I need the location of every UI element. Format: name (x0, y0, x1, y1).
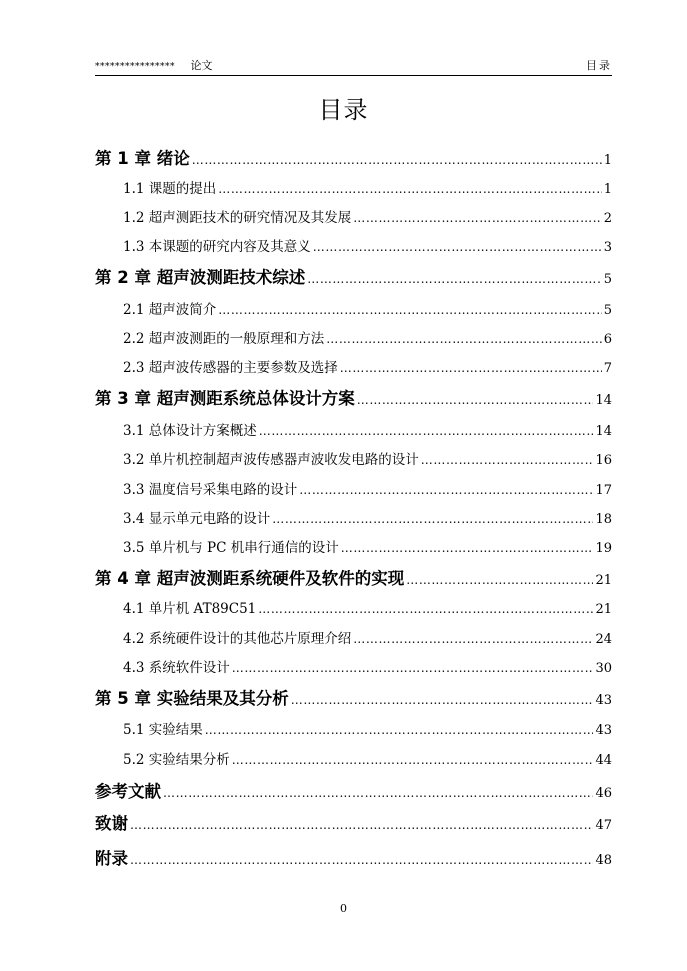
toc-leader-dots (341, 541, 594, 555)
toc-leader-dots (258, 602, 593, 616)
toc-chapter-entry[interactable] (95, 685, 612, 709)
toc-entry-page: 1 (603, 182, 612, 197)
toc-leader-dots (218, 182, 601, 196)
toc-leader-dots (326, 332, 601, 346)
toc-entry-page: 7 (603, 361, 612, 376)
toc-leader-dots (259, 424, 594, 438)
toc-leader-dots (192, 153, 602, 167)
toc-leader-dots (272, 512, 593, 526)
toc-entry-page: 14 (595, 393, 612, 408)
toc-leader-dots (163, 786, 593, 800)
toc-entry-label: 第 5 章 实验结果及其分析 (95, 689, 289, 708)
toc-entry-page: 1 (603, 153, 612, 168)
toc-section-entry[interactable] (123, 177, 612, 197)
toc-entry-label: 3.2 单片机控制超声波传感器声波收发电路的设计 (123, 452, 419, 468)
toc-entry-page: 16 (595, 453, 612, 468)
toc-entry-page: 5 (603, 303, 612, 318)
toc-section-entry[interactable] (123, 327, 612, 347)
toc-leader-dots (130, 853, 593, 867)
header-thesis-label: 论文 (190, 59, 213, 72)
toc-entry-page: 44 (595, 753, 612, 768)
toc-section-entry[interactable] (123, 627, 612, 647)
toc-entry-label: 1.1 课题的提出 (123, 181, 217, 197)
page-number: 0 (340, 902, 347, 915)
toc-leader-dots (307, 272, 602, 286)
toc-section-entry[interactable] (123, 448, 612, 468)
toc-entry-label: 5.1 实验结果 (123, 722, 203, 738)
toc-section-entry[interactable] (123, 536, 612, 556)
toc-leader-dots (313, 240, 602, 254)
toc-section-entry[interactable] (123, 356, 612, 376)
toc-leader-dots (340, 361, 602, 375)
page-header (95, 58, 612, 76)
toc-leader-dots (421, 453, 594, 467)
toc-leader-dots (353, 632, 593, 646)
toc-entry-label: 第 4 章 超声波测距系统硬件及软件的实现 (95, 569, 405, 588)
toc-section-entry[interactable] (123, 206, 612, 226)
toc-section-entry[interactable] (123, 478, 612, 498)
toc-chapter-entry[interactable] (95, 264, 612, 288)
toc-entry-page: 14 (595, 424, 612, 439)
toc-entry-label: 3.3 温度信号采集电路的设计 (123, 482, 298, 498)
toc-section-entry[interactable] (123, 507, 612, 527)
toc-entry-page: 21 (595, 602, 612, 617)
toc-entry-page: 30 (595, 661, 612, 676)
toc-entry-page: 18 (595, 512, 612, 527)
toc-entry-label: 第 3 章 超声测距系统总体设计方案 (95, 389, 355, 408)
toc-entry-label: 1.2 超声测距技术的研究情况及其发展 (123, 210, 352, 226)
toc-leader-dots (357, 393, 594, 407)
page-title: 目录 (318, 96, 369, 124)
toc-entry-label: 1.3 本课题的研究内容及其意义 (123, 239, 311, 255)
toc-leader-dots (232, 753, 594, 767)
header-left (95, 59, 213, 74)
toc-entry-label: 2.1 超声波简介 (123, 302, 217, 318)
toc-section-entry[interactable] (123, 748, 612, 768)
toc-leader-dots (232, 661, 594, 675)
toc-section-entry[interactable] (123, 298, 612, 318)
toc-leader-dots (299, 483, 593, 497)
toc-entry-page: 47 (595, 818, 612, 833)
toc-entry-page: 46 (595, 786, 612, 801)
toc-entry-page: 21 (595, 573, 612, 588)
toc-entry-label: 4.1 单片机 AT89C51 (123, 601, 257, 617)
toc-entry-page: 5 (603, 272, 612, 287)
toc-chapter-entry[interactable] (95, 845, 612, 869)
toc-entry-label: 第 1 章 绪论 (95, 149, 190, 168)
toc-leader-dots (353, 211, 601, 225)
toc-entry-label: 参考文献 (95, 782, 161, 801)
toc-entry-label: 第 2 章 超声波测距技术综述 (95, 268, 306, 287)
toc-entry-label: 5.2 实验结果分析 (123, 752, 230, 768)
toc-leader-dots (205, 723, 594, 737)
toc-entry-page: 2 (603, 211, 612, 226)
toc-entry-page: 3 (603, 240, 612, 255)
toc-entry-page: 6 (603, 332, 612, 347)
toc-chapter-entry[interactable] (95, 778, 612, 802)
toc-section-entry[interactable] (123, 235, 612, 255)
toc-entry-label: 4.3 系统软件设计 (123, 660, 230, 676)
toc-entry-label: 3.4 显示单元电路的设计 (123, 511, 271, 527)
toc-entry-label: 4.2 系统硬件设计的其他芯片原理介绍 (123, 631, 352, 647)
toc-entry-label: 3.1 总体设计方案概述 (123, 423, 257, 439)
toc-entry-label: 3.5 单片机与 PC 机串行通信的设计 (123, 540, 339, 556)
toc-entry-page: 43 (595, 723, 612, 738)
toc-chapter-entry[interactable] (95, 145, 612, 169)
toc-leader-dots (406, 573, 593, 587)
toc-entry-page: 43 (595, 693, 612, 708)
toc-section-entry[interactable] (123, 656, 612, 676)
toc-section-entry[interactable] (123, 419, 612, 439)
toc-section-entry[interactable] (123, 718, 612, 738)
toc-chapter-entry[interactable] (95, 385, 612, 409)
toc-entry-label: 2.2 超声波测距的一般原理和方法 (123, 331, 325, 347)
toc-leader-dots (291, 693, 594, 707)
toc-entry-page: 19 (595, 541, 612, 556)
toc-chapter-entry[interactable] (95, 565, 612, 589)
toc-entry-label: 附录 (95, 849, 128, 868)
toc-leader-dots (130, 818, 593, 832)
toc-entry-page: 24 (595, 632, 612, 647)
header-section-title: 目录 (586, 59, 612, 72)
toc-leader-dots (218, 303, 601, 317)
toc-entry-page: 17 (595, 483, 612, 498)
toc-section-entry[interactable] (123, 597, 612, 617)
toc-entry-page: 48 (595, 853, 612, 868)
header-stars: **************** (95, 62, 175, 72)
toc-chapter-entry[interactable] (95, 810, 612, 834)
toc-entry-label: 致谢 (95, 814, 128, 833)
toc-entry-label: 2.3 超声波传感器的主要参数及选择 (123, 360, 338, 376)
